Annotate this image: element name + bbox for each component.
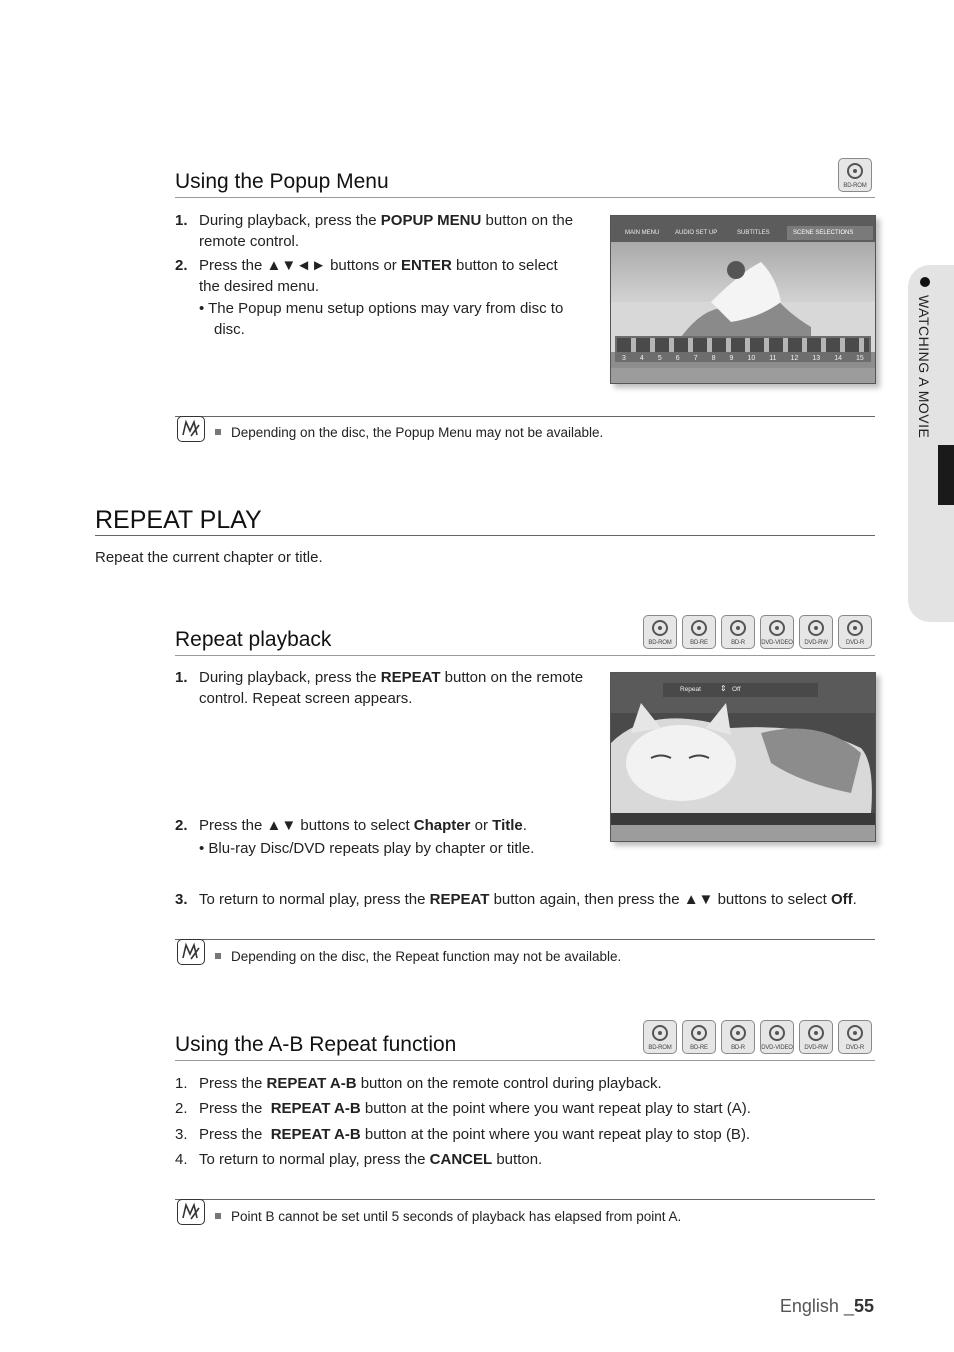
- note-icon: [177, 416, 205, 442]
- disc-icon: [847, 1025, 863, 1041]
- disc-icon: [808, 1025, 824, 1041]
- disc-icon: [652, 620, 668, 636]
- repeat-note: Depending on the disc, the Repeat function may not be available.: [215, 949, 621, 964]
- repeat-osd-label: Repeat: [680, 686, 701, 693]
- repeat-playback-rule: [175, 655, 875, 656]
- repeat-playback-title: Repeat playback: [175, 628, 332, 651]
- repeat-note-rule: [175, 939, 875, 940]
- ab-repeat-rule: [175, 1060, 875, 1061]
- side-tab-dot: [920, 277, 930, 287]
- bd-r-badge: BD-R: [721, 615, 755, 649]
- repeat-screen-screenshot: [610, 672, 876, 842]
- disc-icon: [691, 1025, 707, 1041]
- bd-re-badge: BD-RE: [682, 615, 716, 649]
- repeat-osd-value: Off: [732, 686, 741, 693]
- dvd-r-badge: DVD-R: [838, 615, 872, 649]
- dvd-video-badge: DVD-VIDEO: [760, 615, 794, 649]
- ab-note: Point B cannot be set until 5 seconds of playback has elapsed from point A.: [215, 1209, 681, 1224]
- repeat-osd: [663, 683, 818, 697]
- popup-section-title: Using the Popup Menu: [175, 170, 389, 193]
- disc-icon: [847, 620, 863, 636]
- disc-icon: [808, 620, 824, 636]
- dvd-rw-badge: DVD-RW: [799, 615, 833, 649]
- dvd-r-badge: DVD-R: [838, 1020, 872, 1054]
- ab-note-rule: [175, 1199, 875, 1200]
- popup-bullet: • The Popup menu setup options may vary from disc to disc.: [199, 300, 564, 338]
- popup-menu-screenshot: [610, 215, 876, 384]
- up-down-arrows-icon: ⇕: [720, 684, 727, 693]
- bd-rom-badge: BD-ROM: [838, 158, 872, 192]
- dvd-video-badge: DVD-VIDEO: [760, 1020, 794, 1054]
- note-icon: [177, 1199, 205, 1225]
- popup-menu-bar: MAIN MENU AUDIO SET UP SUBTITLES SCENE SELECTIONS: [611, 216, 875, 242]
- popup-section-rule: [175, 197, 875, 198]
- bd-re-badge: BD-RE: [682, 1020, 716, 1054]
- bd-rom-badge: BD-ROM: [643, 1020, 677, 1054]
- disc-icon: [769, 620, 785, 636]
- disc-icon: [730, 620, 746, 636]
- repeat-play-intro: Repeat the current chapter or title.: [95, 549, 323, 566]
- disc-icon: [847, 163, 863, 179]
- disc-icon: [769, 1025, 785, 1041]
- disc-icon: [730, 1025, 746, 1041]
- disc-icon: [652, 1025, 668, 1041]
- bd-r-badge: BD-R: [721, 1020, 755, 1054]
- side-tab-label: WATCHING A MOVIE: [916, 295, 932, 439]
- ab-repeat-title: Using the A-B Repeat function: [175, 1033, 457, 1056]
- repeat-bullet: • Blu-ray Disc/DVD repeats play by chapter or title.: [199, 840, 535, 857]
- bd-rom-badge: BD-ROM: [643, 615, 677, 649]
- popup-note: Depending on the disc, the Popup Menu may not be available.: [215, 425, 603, 440]
- popup-scene-numbers: 3 4 5 6 7 8 9 10 11 12 13 14 15: [622, 355, 864, 362]
- repeat-play-rule: [95, 535, 875, 536]
- dvd-rw-badge: DVD-RW: [799, 1020, 833, 1054]
- side-tab: [908, 265, 954, 622]
- disc-icon: [691, 620, 707, 636]
- side-tab-marker: [938, 445, 954, 505]
- note-icon: [177, 939, 205, 965]
- repeat-play-heading: REPEAT PLAY: [95, 506, 262, 534]
- page-footer: English _55: [779, 1296, 874, 1316]
- popup-note-rule: [175, 416, 875, 417]
